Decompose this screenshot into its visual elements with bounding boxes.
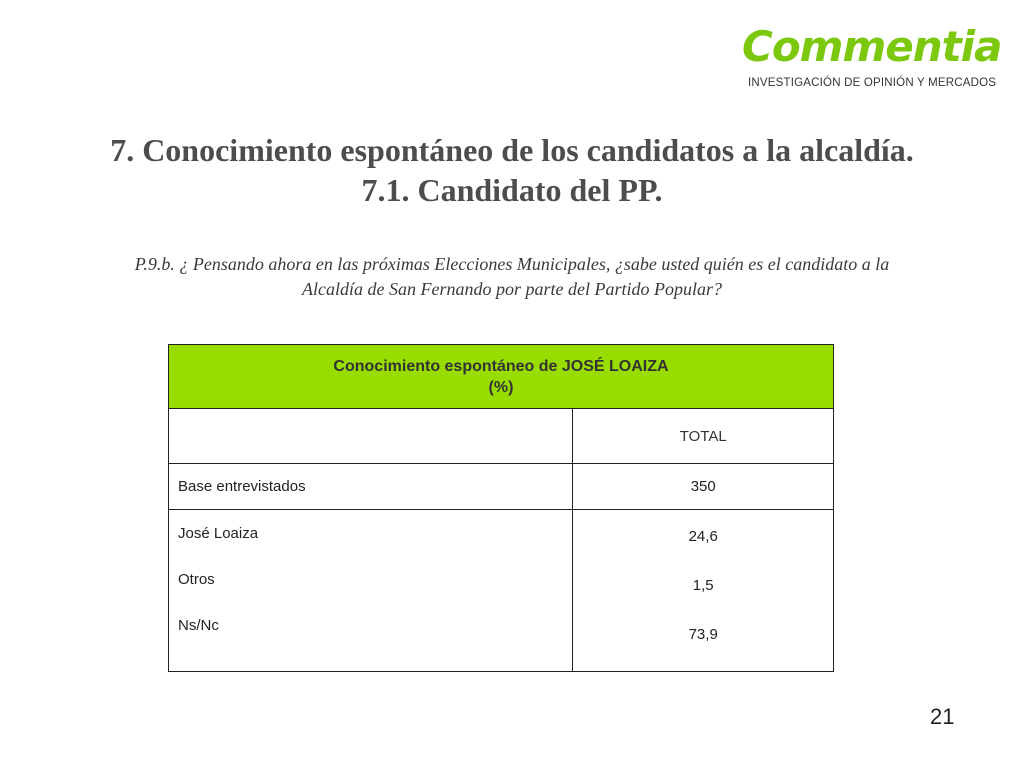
row-value-jose-loaiza: 24,6	[688, 528, 718, 545]
title-line-2: 7.1. Candidato del PP.	[361, 172, 663, 208]
title-line-1: 7. Conocimiento espontáneo de los candidatos a la alcaldía.	[110, 132, 914, 168]
logo-tagline: INVESTIGACIÓN DE OPINIÓN Y MERCADOS	[748, 77, 997, 89]
empty-corner-cell	[169, 409, 573, 464]
row-label-nsnc: Ns/Nc	[178, 617, 219, 634]
question-line-2: Alcaldía de San Fernando por parte del Partido Popular?	[302, 279, 722, 299]
table-row-base	[169, 464, 834, 510]
column-header-row	[169, 409, 834, 464]
row-value-otros: 1,5	[692, 577, 714, 594]
survey-question	[60, 252, 964, 302]
results-table	[168, 344, 834, 672]
question-line-1: P.9.b. ¿ Pensando ahora en las próximas Elecciones Municipales, ¿sabe usted quién es el candidato a la	[134, 254, 890, 274]
commentia-logo	[742, 22, 1000, 89]
row-label-otros: Otros	[178, 571, 215, 588]
logo-wordmark: Commentia	[742, 22, 1002, 71]
row-label-jose-loaiza: José Loaiza	[178, 525, 259, 542]
table-header-unit: (%)	[488, 378, 514, 396]
slide-title	[40, 130, 984, 210]
table-header-row	[169, 345, 834, 409]
results-values-cell	[573, 510, 834, 672]
results-labels-cell	[169, 510, 573, 672]
page-number: 21	[930, 704, 955, 729]
column-header-total: TOTAL	[573, 409, 834, 464]
row-value-nsnc: 73,9	[688, 626, 718, 643]
table-row-results	[169, 510, 834, 672]
base-value: 350	[573, 464, 834, 510]
table-header-title: Conocimiento espontáneo de JOSÉ LOAIZA	[333, 357, 669, 375]
base-label: Base entrevistados	[169, 464, 573, 510]
table-header	[169, 345, 834, 409]
